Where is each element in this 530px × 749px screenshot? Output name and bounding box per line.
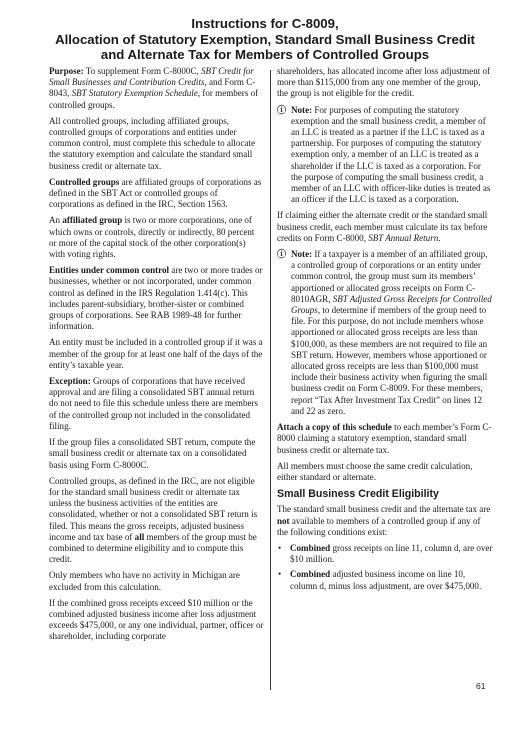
claiming-form: SBT Annual Return xyxy=(368,232,439,243)
column-divider xyxy=(270,70,271,690)
affiliated-group-text: is two or more corporations, one of which owns or controls, directly or indirectly, 80 percent or more of the capital stock of the other corporation(s) with voting rights. xyxy=(49,215,255,260)
purpose-form-2: SBT Statutory Exemption Schedule xyxy=(71,88,198,99)
claiming-text-b: . xyxy=(438,232,441,243)
title-line-3: and Alternate Tax for Members of Controlled Groups xyxy=(100,47,430,63)
all-groups-paragraph: All controlled groups, including affiliated groups, controlled groups of corporations and entities under common control, must complete this schedule to allocate the statutory exemption and calculate the standard small business credit or alternate tax. xyxy=(49,115,256,171)
bullet-icon: • xyxy=(278,542,282,553)
irc-all-bold: all xyxy=(134,531,145,542)
bullet-text: gross receipts on line 11, column d, are over $10 million. xyxy=(290,542,493,565)
conditions-list xyxy=(277,543,493,592)
affiliated-note-text-a: If a taxpayer is a member of an affiliated group, a controlled group of corporations or an entity under common control, the group must sum its members’ apportioned or allocated gross receipts on Form C-8010AGR, xyxy=(291,249,488,304)
affiliated-note-form: SBT Adjusted Gross Receipts for Controlled Groups xyxy=(291,293,492,316)
title-line-2: Allocation of Statutory Exemption, Standard Small Business Credit xyxy=(55,31,475,47)
exception-paragraph xyxy=(49,376,264,432)
irc-groups-paragraph xyxy=(49,476,264,566)
document-title xyxy=(40,16,490,63)
purpose-text-b: , and Form C-8043, xyxy=(49,77,256,99)
note-label: Note: xyxy=(291,249,313,260)
attach-copy-paragraph xyxy=(277,422,493,456)
bullet-lead: Combined xyxy=(290,569,331,580)
standard-text-a: The standard small business credit and the alternate tax are xyxy=(277,504,491,515)
bullet-lead: Combined xyxy=(290,542,331,553)
attach-copy-lead: Attach a copy of this schedule xyxy=(277,422,392,433)
common-control-lead: Entities under common control xyxy=(49,265,170,276)
common-control-paragraph xyxy=(49,265,264,332)
page-number: 61 xyxy=(476,681,486,691)
llc-note-text: For purposes of computing the statutory exemption and the small business credit, a member of an LLC is treated as a partner if the LLC is taxed as a partnership. For purposes of computing the statutory exemption only, a member of an LLC is treated as a shareholder if the LLC is taxed as a corporation. For the purpose of computing the small business credit, a member of an LLC with officer-like duties is treated as an officer if the LLC is taxed as a corporation. xyxy=(291,104,491,205)
eligibility-heading: Small Business Credit Eligibility xyxy=(277,488,439,501)
irc-text-a: Controlled groups, as defined in the IRC, are not eligible for the standard small business credit or alternate tax unless the business activities of the entities are consolidated, whether or not a consolidated SBT return is filed. This means the gross receipts, adjusted business income and tax base of xyxy=(49,475,258,542)
claiming-text-a: If claiming either the alternate credit or the standard small business credit, each member must calculate its tax before credits on Form C-8000, xyxy=(277,210,488,243)
purpose-form-1: SBT Credit for Small Businesses and Contribution Credits xyxy=(49,66,254,88)
purpose-paragraph xyxy=(49,66,264,111)
affiliated-group-paragraph xyxy=(49,215,264,260)
standard-text-b: available to members of a controlled group if any of the following conditions exist: xyxy=(277,515,481,537)
gross-receipts-paragraph: If the combined gross receipts exceed $10 million or the combined adjusted business income after loss adjustment exceeds $475,000, or any one individual, partner, officer or shareholder, including corporate xyxy=(49,597,264,642)
list-item xyxy=(277,543,493,565)
right-column xyxy=(277,66,493,596)
purpose-lead: Purpose: xyxy=(49,66,84,76)
title-line-1: Instructions for C-8009, xyxy=(191,16,339,31)
controlled-groups-text: are affiliated groups of corporations as defined in the SBT Act or controlled groups of corporations as defined in the IRC, Section 1563. xyxy=(49,176,262,210)
controlled-groups-lead: Controlled groups xyxy=(49,176,120,187)
llc-note xyxy=(277,105,493,206)
list-item xyxy=(277,569,493,591)
affiliated-note xyxy=(277,249,493,417)
michigan-activity-paragraph: Only members who have no activity in Michigan are excluded from this calculation. xyxy=(49,570,240,592)
all-members-paragraph: All members must choose the same credit calculation, either standard or alternate. xyxy=(277,460,473,482)
entity-included-paragraph: An entity must be included in a controlled group if it was a member of the group for at least one half of the days of the entity’s taxable year. xyxy=(49,337,263,370)
affiliated-group-lead: affiliated group xyxy=(62,215,123,226)
affiliated-prefix: An xyxy=(49,215,63,226)
note-label: Note: xyxy=(291,104,313,115)
note-icon: ⓘ xyxy=(277,249,287,260)
exception-text: Groups of corporations that have received approval and are filing a consolidated SBT annual return do not need to file this schedule unless there are members of the controlled group not included in the consolidated filing. xyxy=(49,376,259,431)
purpose-text-a: To supplement Form C-8000C, xyxy=(83,66,202,76)
irc-text-b: members of the group must be combined to determine eligibility and to compute this credit. xyxy=(49,531,257,565)
left-column xyxy=(49,66,264,648)
standard-not-bold: not xyxy=(277,515,290,526)
exception-lead: Exception: xyxy=(49,376,91,387)
standard-credit-paragraph xyxy=(277,504,493,538)
attach-copy-text: to each member’s Form C-8000 claiming a statutory exemption, standard small business credit or alternate tax. xyxy=(277,422,492,455)
note-icon: ⓘ xyxy=(277,104,287,115)
claiming-credit-paragraph xyxy=(277,210,493,244)
affiliated-note-text-b: , to determine if members of the group need to file. For this purpose, do not include members whose apportioned or allocated gross receipts are less than $100,000, as these members are not required to file an SBT return. However, members whose apportioned or allocated gross receipts are less than $100,000 must include their business activity when figuring the small business credit on Form C-8009. For these members, report “Tax After Investment Tax Credit” on lines 12 and 22 as zero. xyxy=(291,305,488,416)
purpose-text-c: , for members of controlled groups. xyxy=(49,88,259,110)
bullet-text: adjusted business income on line 10, column d, minus loss adjustment, are over $475,000. xyxy=(290,569,482,591)
consolidated-return-paragraph: If the group files a consolidated SBT return, compute the small business credit or alternate tax on a consolidated basis using Form C-8000C. xyxy=(49,437,256,470)
common-control-text: are two or more trades or businesses, whether or not incorporated, under common control as defined in the IRS Regulation 1.414(c). This includes parent-subsidiary, brother-sister or combined groups of corporations. See RAB 1989-48 for further information. xyxy=(49,265,263,332)
bullet-icon: • xyxy=(278,569,282,580)
controlled-groups-paragraph xyxy=(49,177,264,211)
continued-paragraph: shareholders, has allocated income after loss adjustment of more than $115,000 from any one member of the group, the group is not eligible for the credit. xyxy=(277,66,491,99)
